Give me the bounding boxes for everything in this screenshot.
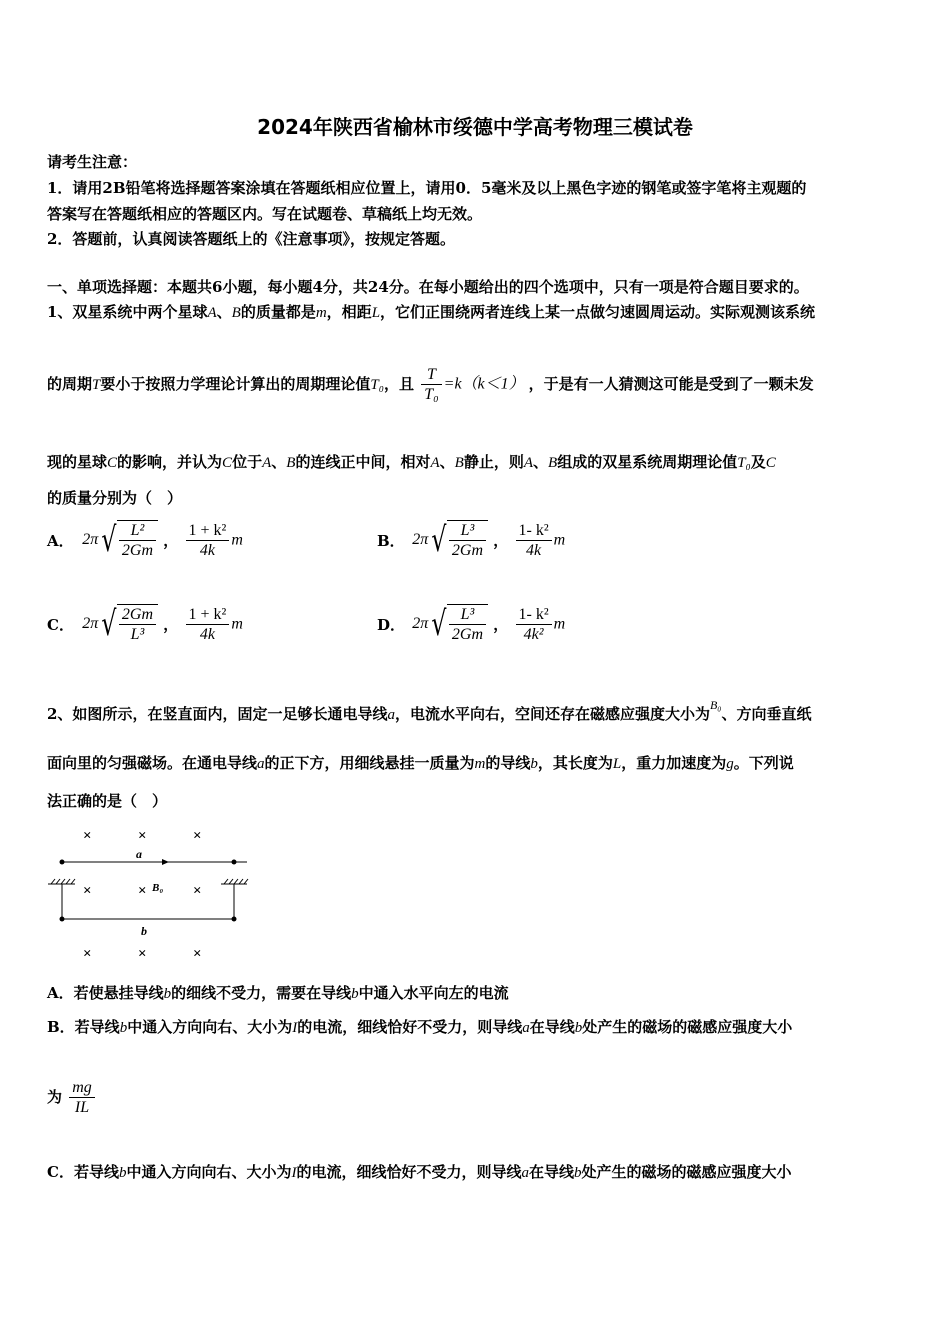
wire-a-label: a: [136, 847, 142, 861]
q1-option-b[interactable]: B． 2π√ $\frac{\text{L³}}{2Gm}$ ， $\frac{\text{1- k²}}{4k}$ m: [377, 520, 566, 560]
q1-line-4: 的质量分别为（ ）: [47, 489, 183, 507]
magnetic-field-crosses: [83, 828, 202, 962]
wire-b-label: b: [141, 924, 147, 938]
q2-option-b[interactable]: B．若导线b中通入方向向右、大小为I的电流，细线恰好不受力，则导线a在导线b处产生的磁场的磁感应强度大小: [47, 1018, 793, 1036]
q2-figure: [45, 822, 255, 967]
q2-option-a[interactable]: A．若使悬挂导线b的细线不受力，需要在导线b中通入水平向左的电流: [47, 984, 509, 1002]
field-cross: ×: [138, 828, 147, 844]
q1-line-2: 的周期T要小于按照力学理论计算出的周期理论值T₀，且 $\frac{T}{\text{T₀}}$ =k（k＜1） ，于是有一人猜测这可能是受到了一颗未发: [47, 366, 814, 403]
field-cross: ×: [193, 946, 202, 962]
q1-option-c[interactable]: C． 2π√ $\frac{2Gm}{\text{L³}}$ ， $\frac{\text{1 + k²}}{4k}$ m: [47, 604, 243, 644]
q1-line-1: 1、双星系统中两个星球A、B的质量都是m，相距L，它们正围绕两者连线上某一点做匀速圆周运动。实际观测该系统: [47, 303, 816, 321]
field-cross: ×: [83, 828, 92, 844]
field-cross: ×: [193, 883, 202, 899]
field-cross: ×: [193, 828, 202, 844]
left-support-hatch: [51, 879, 75, 884]
notice-heading: 请考生注意：: [47, 153, 138, 171]
q1-ratio-formula: $\frac{T}{\text{T₀}}$ =k（k＜1）: [419, 375, 528, 392]
notice-item-2: 2．答题前，认真阅读答题纸上的《注意事项》，按规定答题。: [47, 230, 455, 248]
page-title: 2024年陕西省榆林市绥德中学高考物理三模试卷: [257, 115, 693, 139]
current-arrow-icon: [162, 859, 169, 865]
q1-line-3: 现的星球C的影响，并认为C位于A、B的连线正中间，相对A、B静止，则A、B组成的双星系统周期理论值T₀及C: [47, 453, 776, 471]
notice-item-1-line-2: 答案写在答题纸相应的答题区内。写在试题卷、草稿纸上均无效。: [47, 205, 483, 223]
field-cross: ×: [138, 946, 147, 962]
q2-line-2: 面向里的匀强磁场。在通电导线a的正下方，用细线悬挂一质量为m的导线b，其长度为L，重力加速度为g。下列说: [47, 754, 794, 772]
section-1-heading: 一、单项选择题：本题共6小题，每小题4分，共24分。在每小题给出的四个选项中，只有一项是符合题目要求的。: [47, 278, 809, 296]
notice-item-1-line-1: 1．请用2B铅笔将选择题答案涂填在答题纸相应位置上，请用0．5毫米及以上黑色字迹的钢笔或签字笔将主观题的: [47, 179, 807, 197]
right-support-hatch: [224, 879, 248, 884]
q2-option-c[interactable]: C．若导线b中通入方向向右、大小为I的电流，细线恰好不受力，则导线a在导线b处产生的磁场的磁感应强度大小: [47, 1163, 792, 1181]
field-cross: ×: [83, 946, 92, 962]
field-cross: ×: [83, 883, 92, 899]
q2-line-3: 法正确的是（ ）: [47, 792, 168, 810]
q1-option-d[interactable]: D． 2π√ $\frac{\text{L³}}{2Gm}$ ， $\frac{\text{1- k²}}{\text{4k²}}$ m: [377, 604, 566, 644]
q2-option-b-answer: 为 $\frac{mg}{IL}$: [47, 1078, 97, 1128]
field-cross: ×: [138, 883, 147, 899]
q2-line-1: 2、如图所示，在竖直面内，固定一足够长通电导线a，电流水平向右，空间还存在磁感应强度大小为$^{B_0}$、方向垂直纸: [47, 698, 812, 723]
q1-option-a[interactable]: A． 2π√ $\frac{\text{L²}}{2Gm}$ ， $\frac{\text{1 + k²}}{4k}$ m: [47, 520, 243, 560]
field-b0-label: B₀: [152, 882, 164, 894]
